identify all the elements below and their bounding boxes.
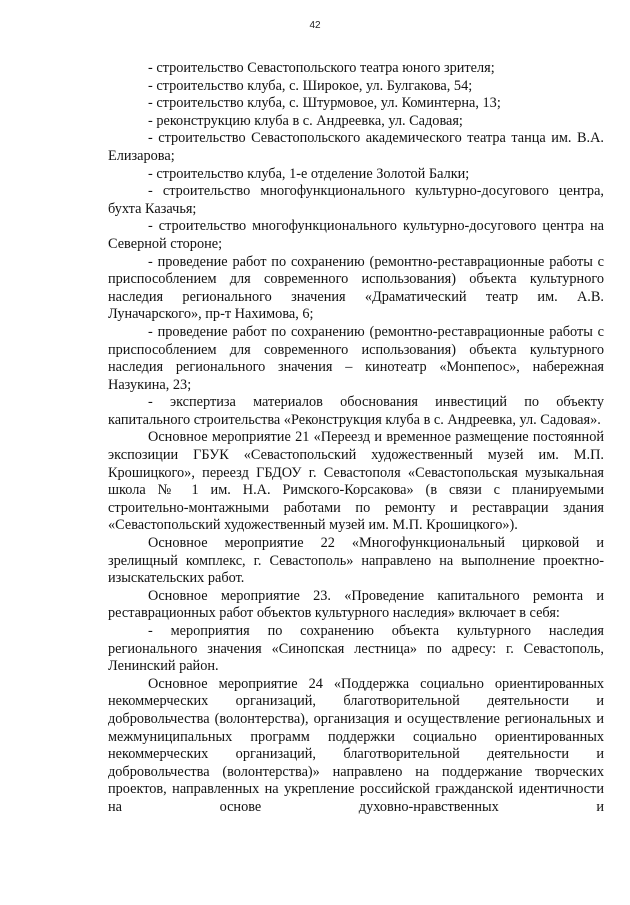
paragraph-measure-23: Основное мероприятие 23. «Проведение капитального ремонта и реставрационных работ объектов культурного наследия» включает в себя: — [108, 587, 604, 622]
list-item-center-north-side: - строительство многофункционального культурно-досугового центра на Северной стороне; — [108, 218, 604, 252]
list-item-sinop-stairs: - мероприятия по сохранению объекта культурного наследия регионального значения «Синопская лестница» по адресу: г. Севастополь, Ленинский район. — [108, 623, 604, 675]
list-item-club-shirokoe: - строительство клуба, с. Широкое, ул. Булгакова, 54; — [148, 77, 473, 94]
list-item-center-kazachya: - строительство многофункционального культурно-досугового центра, бухта Казачья; — [108, 183, 604, 217]
paragraph-measure-21: Основное мероприятие 21 «Переезд и временное размещение постоянной экспозиции ГБУК «Севастопольский художественный музей им. М.П. Крошицкого», переезд ГБДОУ г. Севастополя «Севастопольская музыкальная школа № 1 им. Н.А. Римского-Корсакова» (в связи с планируемыми строительно-монтажными работами по ремонту и реставрации здания «Севастопольский художественный музей им. М.П. Крошицкого»). — [108, 429, 604, 534]
paragraph-measure-22: Основное мероприятие 22 «Многофункциональный цирковой и зрелищный комплекс, г. Севастополь» направлено на выполнение проектно-изыскательских работ. — [108, 535, 604, 587]
list-item-club-zolotaya-balka: - строительство клуба, 1-е отделение Золотой Балки; — [148, 165, 470, 182]
page-number: 42 — [309, 20, 321, 31]
list-item-cinema-monpepos: - проведение работ по сохранению (ремонтно-реставрационные работы с приспособлением для современного использования) объекта культурного наследия регионального значения – кинотеатр «Монпепос», набережная Назукина, 23; — [108, 323, 604, 393]
document-body — [108, 60, 604, 817]
list-item-investment-expertise: - экспертиза материалов обоснования инвестиций по объекту капитального строительства «Реконструкция клуба в с. Андреевка, ул. Садовая». — [108, 394, 604, 428]
list-item-dance-theatre: - строительство Севастопольского академического театра танца им. В.А. Елизарова; — [108, 130, 604, 164]
paragraph-measure-24: Основное мероприятие 24 «Поддержка социально ориентированных некоммерческих организаций, благотворительной деятельности и добровольчества (волонтерства), организация и осуществление региональных и межмуниципальных программ поддержки социально ориентированных некоммерческих организаций, благотворительной деятельности и добровольчества (волонтерства)» направлено на поддержание творческих проектов, направленных на укрепление российской гражданской идентичности на основе духовно-нравственных и — [108, 675, 604, 815]
list-item-club-andreevka: - реконструкцию клуба в с. Андреевка, ул. Садовая; — [148, 112, 463, 129]
list-item-club-shturmovoe: - строительство клуба, с. Штурмовое, ул. Коминтерна, 13; — [148, 95, 501, 112]
list-item-lunacharsky-theatre: - проведение работ по сохранению (ремонтно-реставрационные работы с приспособлением для современного использования) объекта культурного наследия регионального значения «Драматический театр им. А.В. Луначарского», пр-т Нахимова, 6; — [108, 253, 604, 323]
list-item-youth-theatre: - строительство Севастопольского театра юного зрителя; — [148, 60, 495, 76]
